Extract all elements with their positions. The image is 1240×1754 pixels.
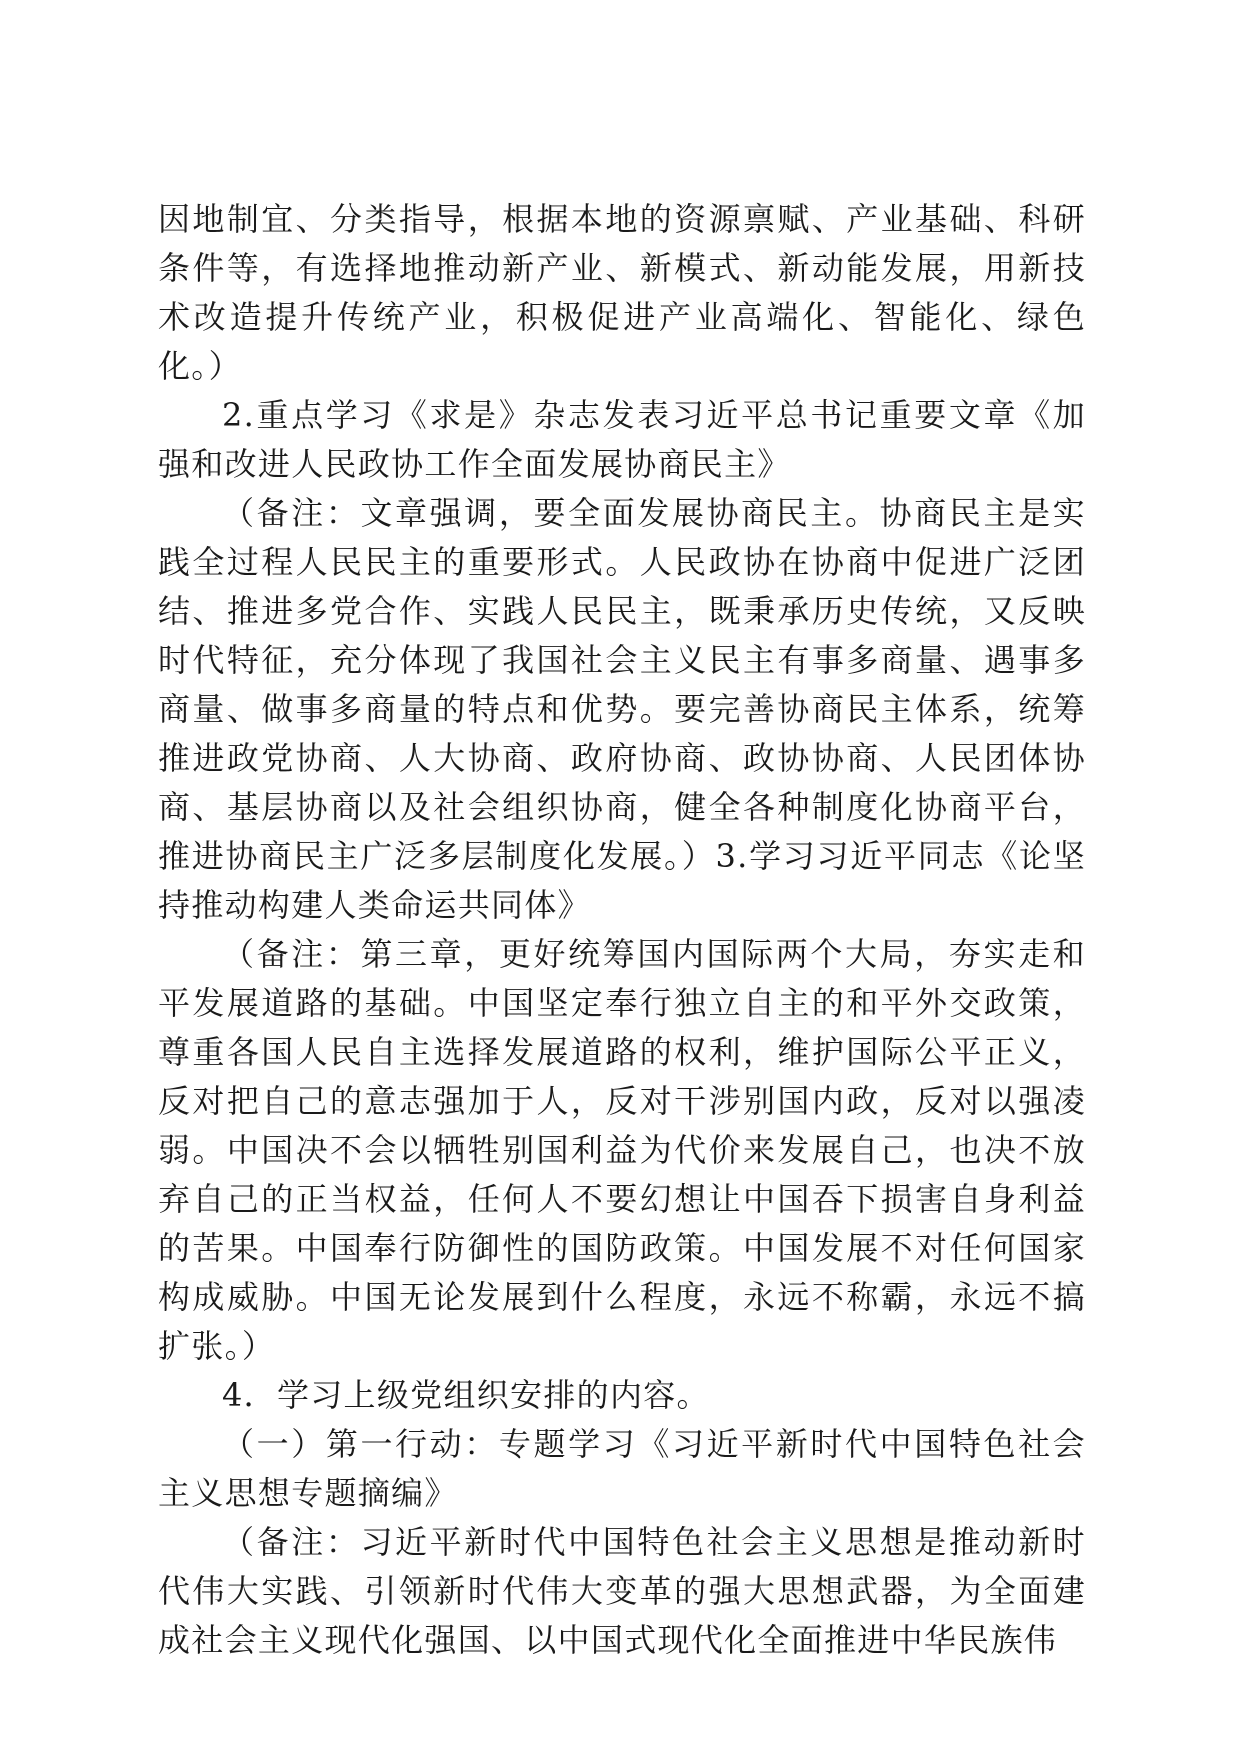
- paragraph-note-3: （备注：第三章，更好统筹国内国际两个大局，夯实走和平发展道路的基础。中国坚定奉行独立自主的和平外交政策，尊重各国人民自主选择发展道路的权利，维护国际公平正义，反对把自己的意志强加于人，反对干涉别国内政，反对以强凌弱。中国决不会以牺牲别国利益为代价来发展自己，也决不放弃自己的正当权益，任何人不要幻想让中国吞下损害自身利益的苦果。中国奉行防御性的国防政策。中国发展不对任何国家构成威胁。中国无论发展到什么程度，永远不称霸，永远不搞扩张。）: [158, 935, 1086, 1365]
- paragraph-continuation: 因地制宜、分类指导，根据本地的资源禀赋、产业基础、科研条件等，有选择地推动新产业、新模式、新动能发展，用新技术改造提升传统产业，积极促进产业高端化、智能化、绿色化。）: [158, 200, 1086, 385]
- paragraph-note-section-1: （备注：习近平新时代中国特色社会主义思想是推动新时代伟大实践、引领新时代伟大变革的强大思想武器，为全面建成社会主义现代化强国、以中国式现代化全面推进中华民族伟: [158, 1523, 1086, 1659]
- document-body: [158, 195, 1086, 1665]
- paragraph-item-2: 2.重点学习《求是》杂志发表习近平总书记重要文章《加强和改进人民政协工作全面发展协商民主》: [158, 396, 1086, 483]
- paragraph-section-1: （一）第一行动：专题学习《习近平新时代中国特色社会主义思想专题摘编》: [158, 1425, 1086, 1512]
- paragraph-item-4: 4．学习上级党组织安排的内容。: [222, 1376, 710, 1414]
- paragraph-note-2: （备注：文章强调，要全面发展协商民主。协商民主是实践全过程人民民主的重要形式。人民政协在协商中促进广泛团结、推进多党合作、实践人民民主，既秉承历史传统，又反映时代特征，充分体现了我国社会主义民主有事多商量、遇事多商量、做事多商量的特点和优势。要完善协商民主体系，统筹推进政党协商、人大协商、政府协商、政协协商、人民团体协商、基层协商以及社会组织协商，健全各种制度化协商平台，推进协商民主广泛多层制度化发展。）3.学习习近平同志《论坚持推动构建人类命运共同体》: [158, 494, 1086, 924]
